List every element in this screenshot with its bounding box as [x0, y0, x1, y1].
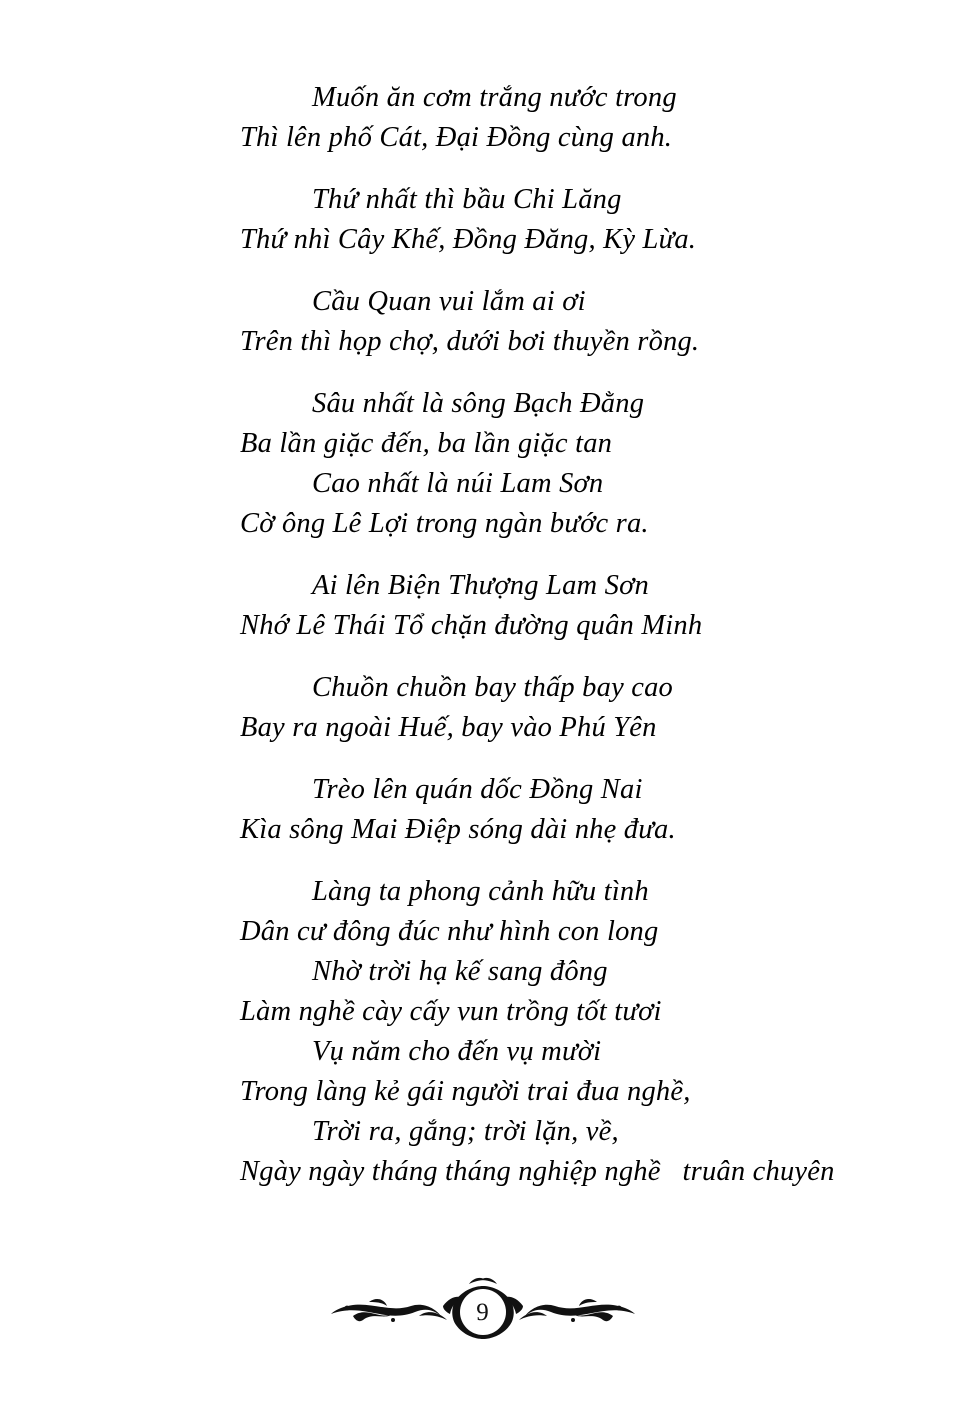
- poem-line: Thì lên phố Cát, Đại Đồng cùng anh.: [240, 122, 673, 153]
- poem-stanza: [240, 282, 845, 362]
- poem-line: Nhờ trời hạ kế sang đông: [312, 956, 608, 987]
- poem-line: Cao nhất là núi Lam Sơn: [312, 468, 604, 499]
- poem-line: Trên thì họp chợ, dưới bơi thuyền rồng.: [240, 326, 700, 357]
- poem-line: Nhớ Lê Thái Tổ chặn đường quân Minh: [240, 610, 703, 641]
- poem-line: Chuồn chuồn bay thấp bay cao: [312, 672, 674, 703]
- poem-line: Thứ nhất thì bầu Chi Lăng: [312, 184, 622, 215]
- page-footer: [0, 1276, 965, 1356]
- poem-line: Trèo lên quán dốc Đồng Nai: [312, 774, 643, 805]
- poem-line: Vụ năm cho đến vụ mười: [312, 1036, 602, 1067]
- poem-line: Ngày ngày tháng tháng nghiệp nghề truân chuyên: [240, 1156, 835, 1187]
- poem-body: [240, 78, 845, 1192]
- poem-line: Trời ra, gắng; trời lặn, về,: [312, 1116, 619, 1147]
- poem-stanza: [240, 384, 845, 544]
- poem-line: Thứ nhì Cây Khế, Đồng Đăng, Kỳ Lừa.: [240, 224, 697, 255]
- poem-line: Muốn ăn cơm trắng nước trong: [312, 82, 677, 113]
- poem-stanza: [240, 668, 845, 748]
- poem-line: Làm nghề cày cấy vun trồng tốt tươi: [240, 996, 662, 1027]
- poem-line: Trong làng kẻ gái người trai đua nghề,: [240, 1076, 691, 1107]
- poem-line: Kìa sông Mai Điệp sóng dài nhẹ đưa.: [240, 814, 676, 845]
- poem-line: Dân cư đông đúc như hình con long: [240, 916, 659, 947]
- poem-line: Làng ta phong cảnh hữu tình: [312, 876, 649, 907]
- poem-stanza: [240, 770, 845, 850]
- poem-line: Cờ ông Lê Lợi trong ngàn bước ra.: [240, 508, 649, 539]
- poem-line: Ba lần giặc đến, ba lần giặc tan: [240, 428, 613, 459]
- poem-line: Ai lên Biện Thượng Lam Sơn: [312, 570, 649, 601]
- poem-line: Cầu Quan vui lắm ai ơi: [312, 286, 586, 317]
- poem-line: Sâu nhất là sông Bạch Đằng: [312, 388, 645, 419]
- page-number: 9: [476, 1299, 489, 1326]
- poem-line: Bay ra ngoài Huế, bay vào Phú Yên: [240, 712, 657, 743]
- poem-stanza: [240, 78, 845, 158]
- poem-stanza: [240, 180, 845, 260]
- poem-stanza: [240, 872, 845, 1192]
- poem-stanza: [240, 566, 845, 646]
